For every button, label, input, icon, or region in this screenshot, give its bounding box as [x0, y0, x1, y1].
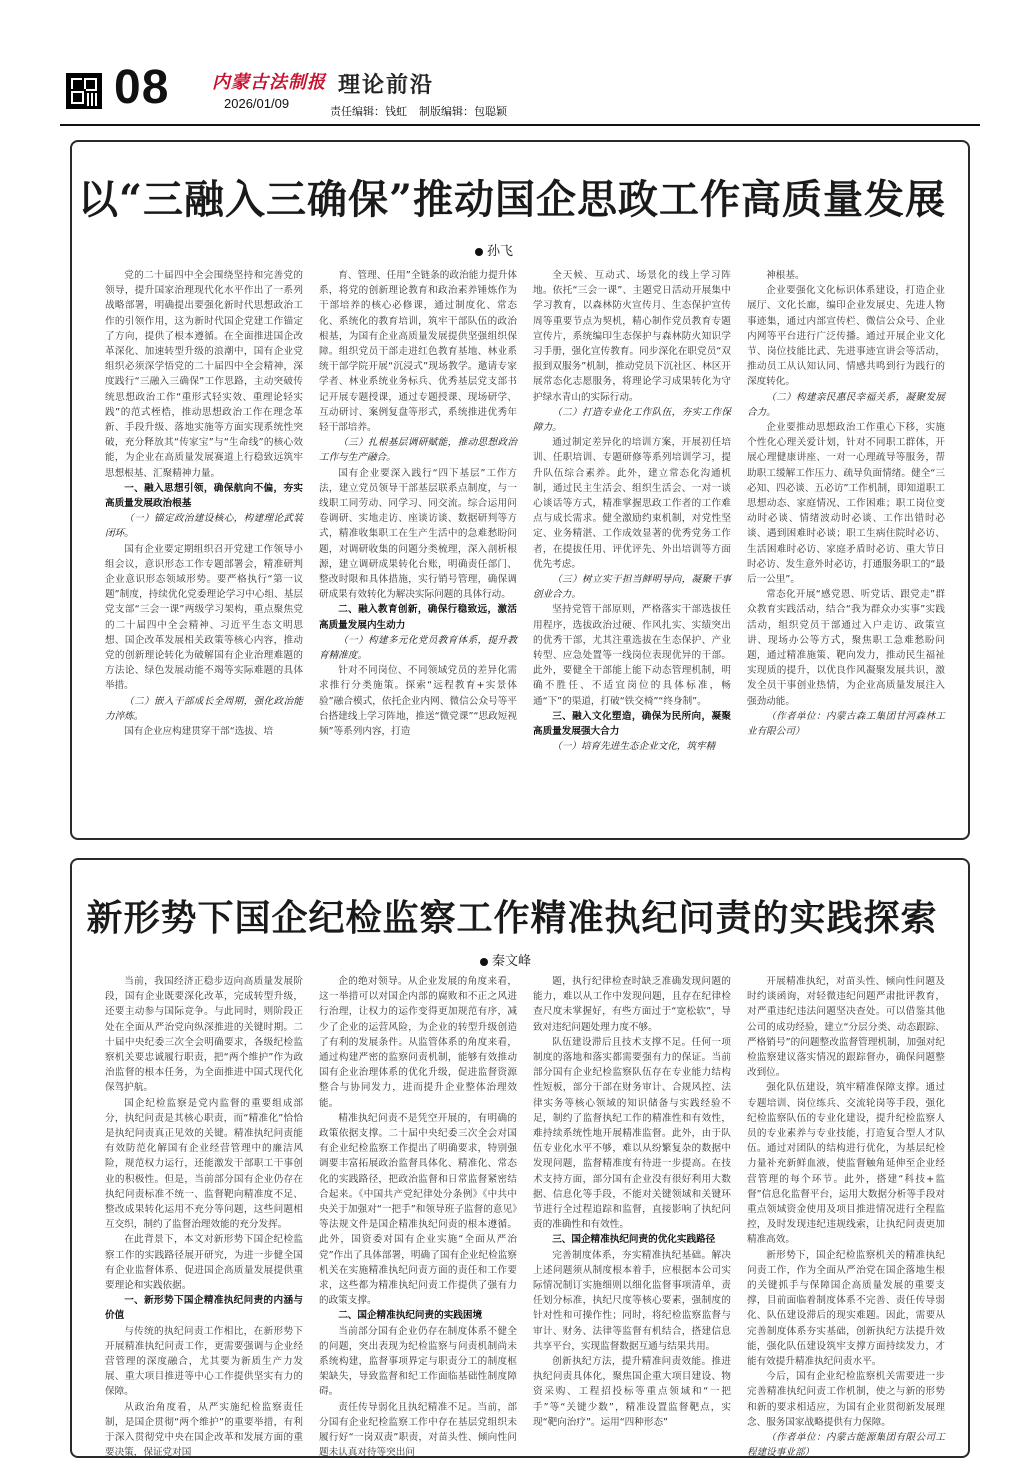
paragraph: 当前部分国有企业仍存在制度体系不健全的问题，突出表现为纪检监察与问责机制尚未系统构建，监督事项界定与职责分工的制度框架缺失，导致监督和纪工作面临基础性制度障碍。	[319, 1325, 517, 1398]
paragraph: 开展精准执纪，对苗头性、倾向性问题及时约谈函询，对轻微违纪问题严肃批评教育，对严重违纪违法问题坚决查处。可以借鉴其他公司的成功经验，建立“分层分类、动态跟踪、严格销号”的问题整改监督管理机制，加强对纪检监察建议落实情况的跟踪督办，确保问题整改到位。	[747, 976, 945, 1079]
byline-bullet-icon	[480, 958, 488, 966]
article-1-body	[105, 268, 945, 824]
section-heading: 一、融入思想引领，确保航向不偏，夯实高质量发展政治根基	[105, 482, 303, 510]
paragraph: 全天候、互动式、场景化的线上学习阵地。依托“三会一课”、主题党日活动开展集中学习教育，以森林防火宣传月、生态保护宣传周等重要节点为契机，精心制作党员教育专题宣传片，系统编印生态保护与森林防火知识学习手册，强化宣传教育。同步深化在职党员“双报到双服务”机制，推动党员下沉社区、林区开展常态化志愿服务，将理论学习成果转化为守护绿水青山的实际行动。	[533, 270, 731, 403]
subsection-heading: （三）扎根基层调研赋能，推动思想政治工作与生产融合。	[319, 437, 517, 464]
subsection-heading: （二）打造专业化工作队伍，夯实工作保障力。	[533, 406, 731, 434]
paragraph: 队伍建设滞后且技术支撑不足。任何一项制度的落地和落实都需要强有力的保证。当前部分国有企业纪检监察队伍存在专业能力结构性短板，部分干部在财务审计、合规风控、法律实务等核心领域的知识储备与实践经验不足，制约了监督执纪工作的精准性和有效性，难持续系统性地开展精准监督。此外，由于队伍专业化水平不够，难以从纷繁复杂的数据中发现问题，监督精准度有待进一步提高。在技术支持方面，部分国有企业没有很好利用大数据、信息化等手段，不能对关键领域和关键环节进行全过程追踪和监督，直接影响了执纪问责的准确性和有效性。	[533, 1036, 731, 1231]
article-1-column-3	[533, 268, 731, 824]
paragraph: 创新执纪方法，提升精准问责效能。推进执纪问责具体化，聚焦国企重大项目建设、物资采购、工程招投标等重点领域和“一把手”等“关键少数”，精准设置监督靶点，实现“靶向治疗”。运用“四种形态”	[533, 1356, 731, 1428]
article-1-column-4	[747, 268, 945, 824]
issue-date: 2026/01/09	[224, 96, 290, 111]
article-2-column-2	[319, 974, 517, 1459]
article-2-title: 新形势下国企纪检监察工作精准执纪问责的实践探索	[86, 897, 938, 939]
section-heading: 三、国企精准执纪问责的优化实践路径	[552, 1234, 716, 1246]
paragraph: 神根基。	[766, 270, 805, 281]
paragraph: 题，执行纪律检查时缺乏准确发现问题的能力，难以从工作中发现问题，且存在纪律检查尺度未掌握好，有些方面过于“宽松软”，导致对违纪问题处理力度不够。	[533, 976, 731, 1033]
paragraph: 国有企业要定期组织召开党建工作领导小组会议，意识形态工作专题部署会，精准研判企业意识形态领域形势。要严格执行“第一议题”制度，持续优化党委理论学习中心组、基层党支部“三会一课”两级学习架构，重点聚焦党的二十届四中全会精神、习近平生态文明思想、国企改革发展相关政策等核心内容，推动党的创新理论转化为破解国有企业治理难题的方法论、绿色发展动能不竭等实际难题的具体举措。	[105, 543, 303, 692]
subsection-heading: （一）培育先进生态企业文化，筑牢精	[552, 741, 716, 753]
paragraph: 责任传导弱化且执纪精准不足。当前，部分国有企业纪检监察工作中存在基层党组织未履行好“一岗双责”职责，对苗头性、倾向性问题未认真对待等突出问	[319, 1401, 517, 1459]
subsection-heading: （二）构建亲民惠民幸福关系，凝聚发展合力。	[747, 391, 945, 418]
author-affiliation: （作者单位：内蒙古能源集团有限公司工程建设事业部）	[747, 1432, 945, 1459]
layout-editor: 制版编辑：包聪颖	[419, 105, 507, 118]
section-heading: 一、新形势下国企精准执纪问责的内涵与价值	[105, 1295, 303, 1322]
article-2-author: 秦文峰	[492, 954, 532, 969]
paragraph: 企业要推动思想政治工作重心下移，实施个性化心理关爱计划，针对不同职工群体，开展心理健康讲座、一对一心理疏导等服务，帮助职工缓解工作压力、疏导负面情绪。健全“三必知、四必谈、五必访”工作机制，即知道职工思想动态、家庭情况、工作困难；职工岗位变动时必谈、情绪波动时必谈、工作出错时必谈、遇到困难时必谈；职工生病住院时必访、生活困难时必访、家庭矛盾时必访、重大节日时必访、发生意外时必访，打通服务职工的“最后一公里”。	[747, 422, 945, 586]
responsible-editor: 责任编辑：钱虹	[330, 105, 407, 118]
newspaper-logo: 内蒙古法制报	[212, 72, 326, 93]
paragraph: 坚持党管干部原则，严格落实干部选拔任用程序，选拔政治过硬、作风扎实、实绩突出的优秀干部，尤其注重选拔在生态保护、产业转型、应急处置等一线岗位表现优异的干部。此外，要健全干部能上能下动态管理机制，明确不胜任、不适宜岗位的具体标准，畅通“下”的渠道，打破“铁交椅”“终身制”。	[533, 604, 731, 707]
byline-bullet-icon	[475, 248, 483, 256]
article-1-column-2	[319, 268, 517, 824]
masthead	[0, 0, 1024, 130]
paragraph: 通过制定差异化的培训方案，开展初任培训、任职培训、专题研修等系列培训学习，提升队伍综合素养。此外，建立常态化沟通机制，通过民主生活会、组织生活会、一对一谈心谈话等方式，精准掌握思政工作者的工作难点与成长需求。健全激励约束机制，对党性坚定、业务精湛、工作成效显著的优秀党务工作者，在提拔任用、评优评先、外出培训等方面优先考虑。	[533, 437, 731, 570]
paragraph: 精准执纪问责不是凭空开展的，有明确的政策依据支撑。二十届中央纪委三次全会对国有企业纪检监察工作提出了明确要求，特别强调要丰富拓展政治监督具体化、精准化、常态化的实践路径，把政治监督和日常监督紧密结合起来。《中国共产党纪律处分条例》《中共中央关于加强对“一把手”和领导班子监督的意见》等法规文件是国企精准执纪问责的根本遵循。此外，国资委对国有企业实施“全面从严治党”作出了具体部署，明确了国有企业纪检监察机关在实施精准执纪问责方面的责任和工作要求，这些都为精准执纪问责工作提供了强有力的政策支撑。	[319, 1112, 517, 1307]
article-2-column-1	[105, 974, 303, 1459]
paragraph: 企业要强化文化标识体系建设，打造企业展厅、文化长廊，编印企业发展史、先进人物事迹集，通过内部宣传栏、微信公众号、企业内网等平台进行广泛传播。通过开展企业文化节、岗位技能比武、先进事迹宣讲会等活动，推动员工从认知认同、情感共鸣到行为践行的深度转化。	[747, 285, 945, 388]
paragraph: 常态化开展“感党恩、听党话、跟党走”群众教育实践活动，结合“我为群众办实事”实践活动，组织党员干部通过入户走访、政策宣讲、现场办公等方式，聚焦职工急难愁盼问题，通过精准施策、靶向发力，推动民生福祉实现质的提升，以优良作风凝聚发展共识，激发全员干事创业热情，为企业高质量发展注入强劲动能。	[747, 589, 945, 707]
article-1-byline	[475, 240, 675, 259]
article-2-column-3	[533, 974, 731, 1444]
paragraph: 针对不同岗位、不同领域党员的差异化需求推行分类施策。探索“远程教育+实景体验”融合模式，依托企业内网、微信公众号等平台搭建线上学习阵地，推送“微党课”“思政短视频”等系列内容，打造	[319, 665, 517, 738]
paragraph: 在此背景下，本文对新形势下国企纪检监察工作的实践路径展开研究，为进一步健全国有企业监督体系、促进国企高质量发展提供重要理论和实践依据。	[105, 1234, 303, 1292]
header-divider	[60, 124, 980, 126]
paragraph: 企的绝对领导。从企业发展的角度来看，这一举措可以对国企内部的腐败和不正之风进行治理，让权力的运作变得更加规范有序，减少了企业的运营风险，为企业的转型升级创造了有利的发展条件。从监管体系的角度来看，通过构建严密的监察问责机制，能够有效推动国有企业治理体系的优化升级，促进监督资源整合与协同发力，进而提升企业整体治理效能。	[319, 976, 517, 1109]
article-2-body	[105, 974, 945, 1459]
paragraph: 今后，国有企业纪检监察机关需要进一步完善精准执纪问责工作机制，使之与新的形势和新的要求相适应，为国有企业贯彻新发展理念、服务国家战略提供有力保障。	[747, 1371, 945, 1428]
article-1-column-1	[105, 268, 303, 824]
page-number: 08	[114, 61, 170, 114]
paragraph: 强化队伍建设，筑牢精准保障支撑。通过专题培训、岗位练兵、交流轮岗等手段，强化纪检监察队伍的专业化建设，提升纪检监察人员的专业素养与专业技能，打造复合型人才队伍。通过对团队的结构进行优化，为基层纪检力量补充新鲜血液，使监督触角延伸至企业经营管理的每个环节。此外，搭建“科技+监督”信息化监督平台，运用大数据分析等手段对重点领域资金使用及项目推进情况进行全程监控，及时发现违纪违规线索，让执纪问责更加精准高效。	[747, 1082, 945, 1246]
subsection-heading: （三）树立实干担当鲜明导向，凝聚干事创业合力。	[533, 574, 731, 601]
paragraph: 与传统的执纪问责工作相比，在新形势下开展精准执纪问责工作，更需要强调与企业经营管理的深度融合，尤其要为新质生产力发展、重大项目推进等中心工作提供坚实有力的保障。	[105, 1325, 303, 1398]
subsection-heading: （二）嵌入干部成长全周期，强化政治能力淬炼。	[105, 695, 303, 722]
section-heading: 三、融入文化塑造，确保为民所向，凝聚高质量发展强大合力	[533, 710, 731, 738]
paragraph: 国有企业要深入践行“四下基层”工作方法，建立党员领导干部基层联系点制度，与一线职工同劳动、同学习、同交流。综合运用问卷调研、实地走访、座谈访谈、数据研判等方式，精准收集职工在生产生活中的急难愁盼问题，对调研收集的问题分类梳理，深入剖析根源，建立调研成果转化台账，明确责任部门、整改时限和具体措施，实行销号管理，确保调研成果有效转化为解决实际问题的具体行动。	[319, 467, 517, 601]
article-1-author: 孙飞	[487, 244, 514, 259]
subsection-heading: （一）构建多元化党员教育体系，提升教育精准度。	[319, 634, 517, 662]
section-title: 理论前沿	[338, 72, 435, 98]
paragraph: 当前，我国经济正稳步迈向高质量发展阶段，国有企业既要深化改革，完成转型升级，还要主动参与国际竞争。与此同时，则阶段正处在全面从严治党向纵深推进的关键时期。二十届中央纪委三次全会明确要求，各级纪检监察机关要忠诚履行职责，把“两个维护”作为政治监督的根本任务，为全面推进中国式现代化保驾护航。	[105, 976, 303, 1094]
section-heading: 二、融入教育创新，确保行稳致远，激活高质量发展内生动力	[319, 604, 517, 631]
editor-credits	[330, 103, 519, 119]
article-2-byline	[480, 950, 680, 969]
section-heading: 二、国企精准执纪问责的实践困境	[338, 1310, 483, 1322]
paragraph: 国有企业应构建贯穿干部“选拔、培	[124, 726, 274, 738]
paragraph: 育、管理、任用”全链条的政治能力提升体系，将党的创新理论教育和政治素养锤炼作为干部培养的核心必修课，通过制度化、常态化、系统化的教育培训，筑牢干部队伍的政治根基，为国有企业高质量发展提供坚强组织保障。组织党员干部走进红色教育基地、林业系统干部学院开展“沉浸式”现场教学。邀请专家学者、林业系统业务标兵、优秀基层党支部书记开展专题授课，通过专题授课、现场研学、互动研讨、案例复盘等形式，系统推进优秀年轻干部培养。	[319, 270, 517, 434]
paragraph: 完善制度体系，夯实精准执纪基础。解决上述问题须从制度根本着手，应根据本公司实际情况制订实施细则以细化监督事项清单，责任划分标准，执纪尺度等核心要素，强制度的针对性和可操作性；同时，将纪检监察监督与审计、财务、法律等监督有机结合，搭建信息共享平台，实现监督数据互通与结果共用。	[533, 1249, 731, 1352]
author-affiliation: （作者单位：内蒙古森工集团甘河森林工业有限公司）	[747, 710, 945, 738]
paragraph: 党的二十届四中全会围绕坚持和完善党的领导，提升国家治理现代化水平作出了一系列战略部署，明确提出要强化新时代思想政治工作的引领作用，这为新时代国企党建工作锚定了方向，提供了根本遵循。在全面推进国企改革深化、加速转型升级的浪潮中，国有企业党组织必须深学悟党的二十届四中全会精神，深度践行“三融入三确保”工作思路，主动突破传统思想政治工作“重形式轻实效、重理论轻实践”的范式桎梏，推动思想政治工作在理念革新、手段升级、落地实施等方面实现系统性突破，充分释放其“传家宝”与“生命线”的核心效能，为企业在高质量发展赛道上行稳致远筑牢思想根基、汇聚精神力量。	[105, 270, 303, 479]
article-2-column-4	[747, 974, 945, 1459]
article-1-title: 以“三融入三确保”推动国企思政工作高质量发展	[77, 176, 946, 223]
subsection-heading: （一）锚定政治建设核心，构建理论武装闭环。	[105, 513, 303, 540]
qr-code-icon[interactable]	[66, 73, 102, 109]
paragraph: 新形势下，国企纪检监察机关的精准执纪问责工作，作为全面从严治党在国企落地生根的关键抓手与保障国企高质量发展的重要支撑，目前面临着制度体系不完善、责任传导弱化、队伍建设滞后的现实难题。因此，需要从完善制度体系夯实基础，创新执纪方法提升效能，强化队伍建设筑牢支撑方面持续发力，才能有效提升精准执纪问责水平。	[747, 1249, 945, 1368]
paragraph: 国企纪检监察是党内监督的重要组成部分，执纪问责是其核心职责，而“精准化”恰恰是执纪问责真正见效的关键。精准执纪问责能有效防范化解国有企业经营管理中的廉洁风险，规范权力运行，还能激发干部职工干事创业的积极性。但是，当前部分国有企业仍存在执纪问责标准不统一、监督靶向精准度不足、整改成果转化运用不充分等问题，这些问题相互交织，制约了监督治理效能的充分发挥。	[105, 1097, 303, 1231]
paragraph: 从政治角度看，从严实施纪检监察责任制，是国企贯彻“两个维护”的重要举措，有利于深入贯彻党中央在国企改革和发展方面的重要决策，保证党对国	[105, 1401, 303, 1459]
